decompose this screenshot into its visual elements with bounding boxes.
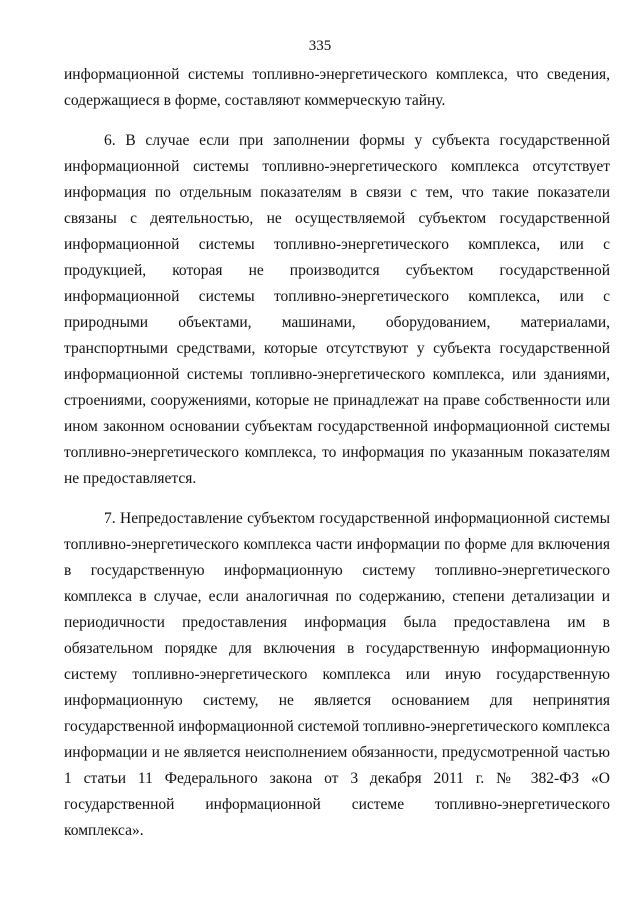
- paragraph-item-6: 6. В случае если при заполнении формы у субъекта государственной информационной системы топливно-энергетического комплекса отсутствует информация по отдельным показателям в связи с тем, что такие показатели связаны с деятельностью, не осуществляемой субъектом государственной информационной системы топливно-энергетического комплекса, или с продукцией, которая не производится субъектом государственной информационной системы топливно-энергетического комплекса, или с природными объектами, машинами, оборудованием, материалами, транспортными средствами, которые отсутствуют у субъекта государственной информационной системы топливно-энергетического комплекса, или зданиями, строениями, сооружениями, которые не принадлежат на праве собственности или ином законном основании субъектам государственной информационной системы топливно-энергетического комплекса, то информация по указанным показателям не предоставляется.: [64, 132, 610, 487]
- paragraph-item-7: 7. Непредоставление субъектом государственной информационной системы топливно-энергетического комплекса части информации по форме для включения в государственную информационную систему топливно-энергетического комплекса в случае, если аналогичная по содержанию, степени детализации и периодичности предоставления информация была предоставлена им в обязательном порядке для включения в государственную информационную систему топливно-энергетического комплекса или иную государственную информационную систему, не является основанием для непринятия государственной информационной системой топливно-энергетического комплекса информации и не является неисполнением обязанности, предусмотренной частью 1 статьи 11 Федерального закона от 3 декабря 2011 г. № 382-ФЗ «О государственной информационной системе топливно-энергетического комплекса».: [64, 510, 610, 839]
- document-body: [64, 62, 610, 844]
- paragraph-continuation: информационной системы топливно-энергетического комплекса, что сведения, содержащиеся в форме, составляют коммерческую тайну.: [64, 66, 610, 109]
- page-number: 335: [308, 38, 332, 54]
